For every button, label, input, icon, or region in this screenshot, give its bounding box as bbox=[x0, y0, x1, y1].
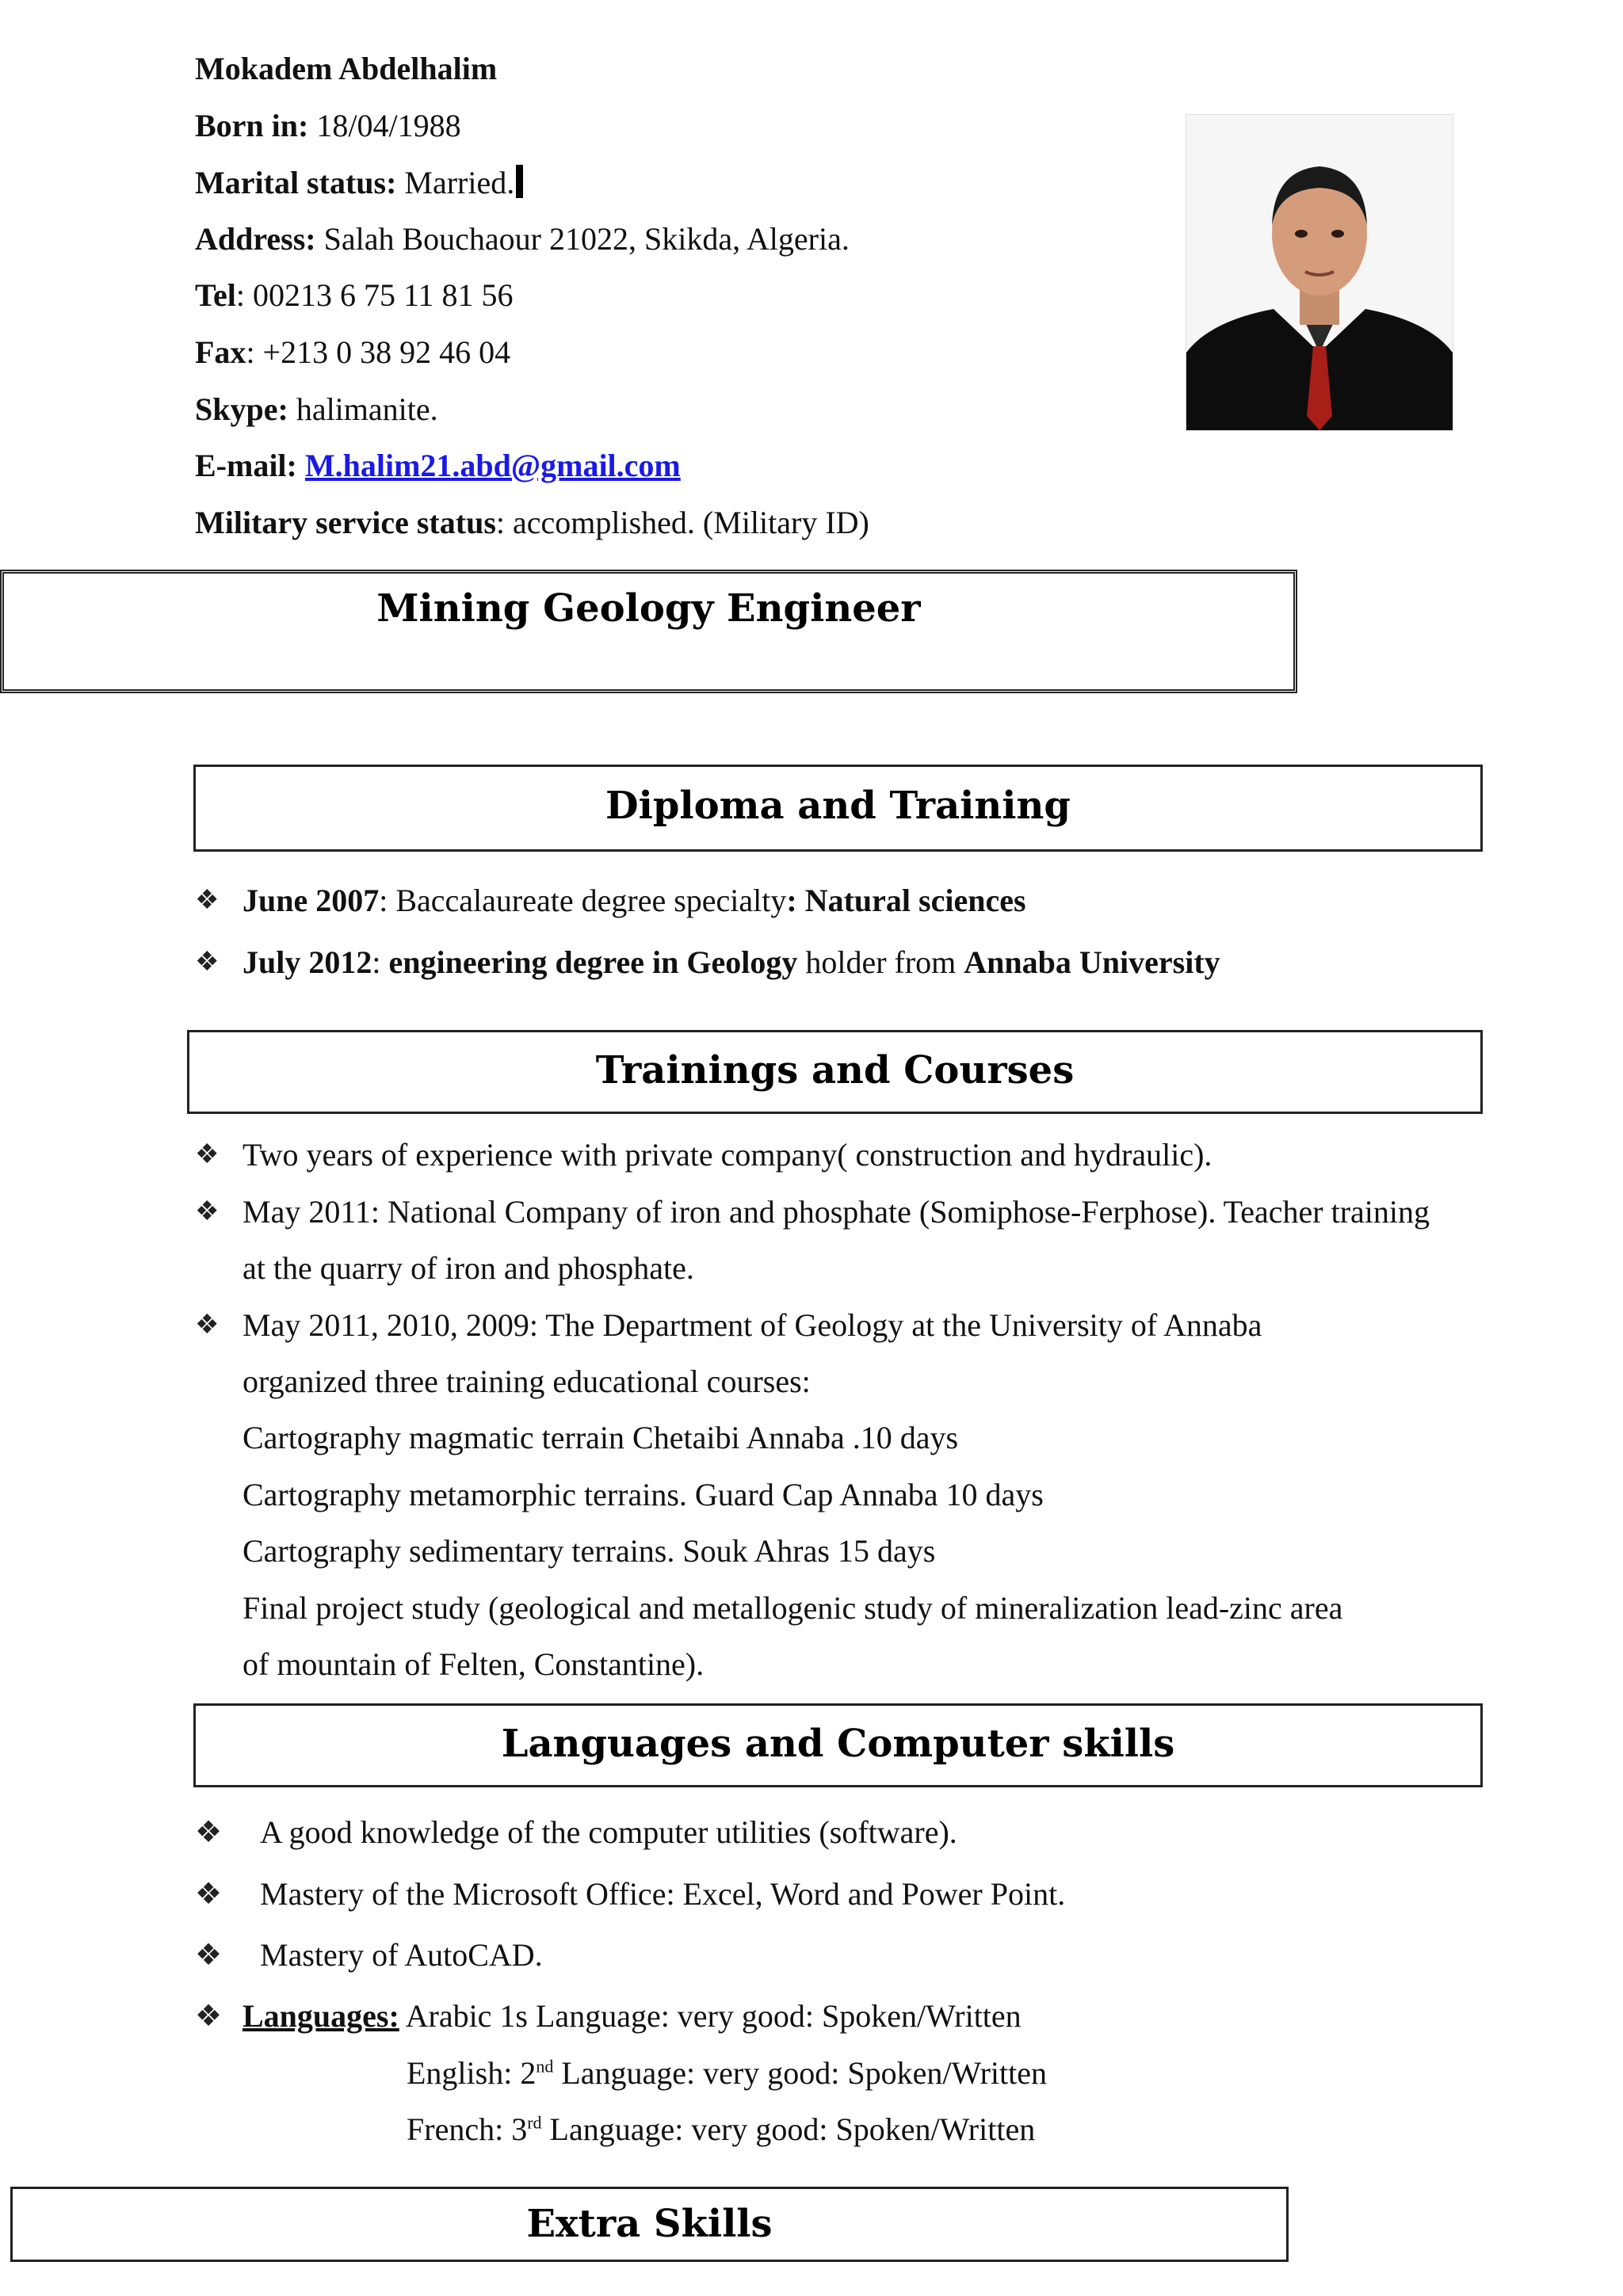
language-english-pre: English: 2 bbox=[407, 2055, 537, 2091]
fax-value: : +213 0 38 92 46 04 bbox=[246, 334, 511, 370]
profile-photo bbox=[1186, 114, 1453, 431]
training-item-3-line: May 2011, 2010, 2009: The Department of Geology at the University of Annaba bbox=[242, 1307, 1262, 1343]
skype-row bbox=[195, 391, 438, 429]
diamond-bullet-icon: ❖ bbox=[195, 1310, 220, 1340]
languages-section-header bbox=[193, 1703, 1483, 1787]
training-item-2-line-1: May 2011: National Company of iron and phosphate (Somiphose-Ferphose). Teacher training bbox=[242, 1194, 1430, 1230]
person-portrait-icon bbox=[1186, 115, 1453, 430]
language-french-sup: rd bbox=[527, 2112, 542, 2133]
candidate-name: Mokadem Abdelhalim bbox=[195, 51, 498, 86]
address-label: Address: bbox=[195, 221, 316, 257]
tel-row bbox=[195, 277, 514, 315]
email-link[interactable]: M.halim21.abd@gmail.com bbox=[304, 448, 681, 483]
job-title-box bbox=[0, 570, 1297, 693]
extra-section-header bbox=[10, 2187, 1289, 2262]
languages-row-2 bbox=[407, 2054, 1047, 2092]
diamond-bullet-icon: ❖ bbox=[195, 1197, 220, 1226]
language-french-post: Language: very good: Spoken/Written bbox=[541, 2111, 1036, 2147]
diploma-date-2: July 2012 bbox=[242, 944, 372, 980]
fax-label: Fax bbox=[195, 334, 246, 370]
training-item-3-line: Cartography metamorphic terrains. Guard Cap Annaba 10 days bbox=[242, 1477, 1044, 1512]
diploma-mid-2: holder from bbox=[797, 944, 964, 980]
text-cursor-icon bbox=[516, 165, 523, 198]
diamond-bullet-icon: ❖ bbox=[195, 948, 220, 977]
born-value: 18/04/1988 bbox=[308, 108, 461, 143]
training-item-2-line-2: at the quarry of iron and phosphate. bbox=[242, 1250, 694, 1286]
skill-item-3: Mastery of AutoCAD. bbox=[260, 1937, 543, 1973]
born-label: Born in: bbox=[195, 108, 309, 143]
language-english-sup: nd bbox=[536, 2056, 554, 2077]
diamond-bullet-icon: ❖ bbox=[195, 1939, 223, 1972]
languages-row-3 bbox=[407, 2111, 1035, 2149]
training-item-3-line: organized three training educational courses: bbox=[242, 1363, 811, 1399]
diamond-bullet-icon: ❖ bbox=[195, 2000, 223, 2033]
job-title: Mining Geology Engineer bbox=[376, 586, 921, 631]
diamond-bullet-icon: ❖ bbox=[195, 1140, 220, 1169]
language-arabic: Arabic 1s Language: very good: Spoken/Written bbox=[399, 1998, 1022, 2034]
tel-label: Tel bbox=[195, 277, 236, 313]
diploma-sep-2: : bbox=[372, 944, 389, 980]
training-item-1: Two years of experience with private company( construction and hydraulic). bbox=[242, 1137, 1212, 1173]
language-french-pre: French: 3 bbox=[407, 2111, 528, 2147]
diploma-colon-1: : bbox=[786, 883, 797, 918]
diamond-bullet-icon: ❖ bbox=[195, 1816, 223, 1849]
diploma-date-1: June 2007 bbox=[242, 883, 380, 918]
diploma-heading: Diploma and Training bbox=[605, 784, 1071, 828]
languages-row-1 bbox=[242, 1997, 1022, 2035]
military-row bbox=[195, 504, 869, 542]
languages-label: Languages: bbox=[242, 1998, 399, 2034]
diploma-item-2 bbox=[242, 944, 1220, 982]
extra-heading: Extra Skills bbox=[526, 2202, 773, 2246]
language-english-post: Language: very good: Spoken/Written bbox=[553, 2055, 1048, 2091]
diploma-item-1 bbox=[242, 882, 1026, 920]
diploma-section-header bbox=[193, 765, 1483, 852]
diamond-bullet-icon: ❖ bbox=[195, 886, 220, 915]
skill-item-1: A good knowledge of the computer utilities (software). bbox=[260, 1814, 957, 1850]
diamond-bullet-icon: ❖ bbox=[195, 1878, 223, 1911]
skype-label: Skype: bbox=[195, 391, 288, 427]
address-row bbox=[195, 220, 850, 258]
email-label: E-mail: bbox=[195, 448, 297, 483]
marital-label: Marital status: bbox=[195, 165, 397, 200]
fax-row bbox=[195, 334, 510, 372]
skill-item-2: Mastery of the Microsoft Office: Excel, Word and Power Point. bbox=[260, 1876, 1066, 1912]
training-item-3-line: Final project study (geological and metallogenic study of mineralization lead-zinc area bbox=[242, 1590, 1343, 1626]
marital-status-row bbox=[195, 164, 523, 202]
diploma-specialty-1: Natural sciences bbox=[796, 883, 1026, 918]
birth-date-row bbox=[195, 107, 461, 145]
skype-value: halimanite. bbox=[288, 391, 438, 427]
military-value: : accomplished. (Military ID) bbox=[495, 505, 869, 540]
trainings-heading: Trainings and Courses bbox=[595, 1048, 1075, 1093]
training-item-3-line: of mountain of Felten, Constantine). bbox=[242, 1646, 705, 1682]
diploma-degree-2: engineering degree in Geology bbox=[388, 944, 798, 980]
diploma-text-1: : Baccalaureate degree specialty bbox=[379, 883, 787, 918]
languages-heading: Languages and Computer skills bbox=[501, 1722, 1175, 1766]
training-item-3-line: Cartography sedimentary terrains. Souk Ahras 15 days bbox=[242, 1533, 936, 1569]
tel-value: : 00213 6 75 11 81 56 bbox=[235, 277, 514, 313]
military-label: Military service status bbox=[195, 505, 496, 540]
email-row bbox=[195, 447, 681, 485]
marital-value: Married. bbox=[396, 165, 515, 200]
trainings-section-header bbox=[187, 1030, 1483, 1114]
address-value: Salah Bouchaour 21022, Skikda, Algeria. bbox=[315, 221, 850, 257]
diploma-university-2: Annaba University bbox=[964, 944, 1220, 980]
training-item-3-line: Cartography magmatic terrain Chetaibi Annaba .10 days bbox=[242, 1420, 959, 1455]
